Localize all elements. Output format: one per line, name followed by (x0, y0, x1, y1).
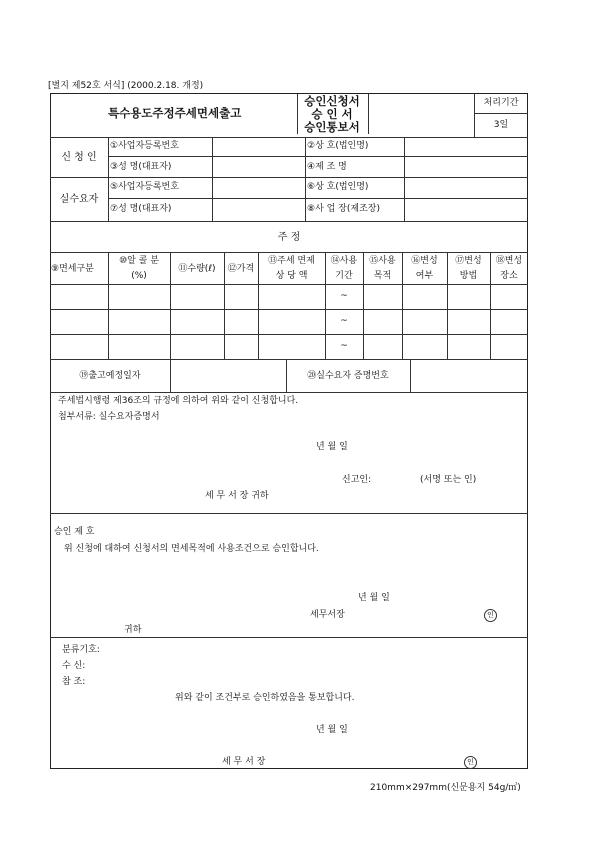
classification-code: 분류기호: (62, 645, 100, 655)
col-use-period: ⑭사용 (330, 256, 358, 266)
recipient-label: 수 신: (62, 661, 86, 671)
seal-icon: 인 (484, 609, 497, 622)
divider (50, 334, 528, 335)
col-alcohol-unit: (%) (131, 271, 147, 281)
field-company-name: ②상 호(법인명) (307, 141, 369, 151)
col-exemption-type: ⑨면세구분 (51, 264, 94, 274)
divider (50, 359, 528, 360)
divider (50, 252, 528, 253)
divider (490, 252, 491, 359)
col-quantity: ⑪수량(ℓ) (178, 264, 216, 274)
field-business-reg-no: ①사업자등록번호 (110, 141, 179, 151)
title-option-notice: 승인통보서 (304, 120, 360, 134)
period-tilde: ~ (340, 291, 348, 301)
title-option-application: 승인신청서 (304, 94, 360, 108)
divider (410, 359, 411, 392)
divider (50, 392, 528, 393)
divider (402, 252, 403, 359)
divider (170, 359, 171, 392)
seal-icon: 인 (464, 756, 477, 769)
jujeong-label: 주 정 (277, 232, 301, 243)
period-tilde: ~ (340, 316, 348, 326)
release-date-label: ⑲출고예정일자 (79, 371, 141, 381)
user-group-label: 실수요자 (59, 194, 99, 205)
col-denature-place: ⑱변성 (495, 256, 523, 266)
notification-date-line: 년 월 일 (316, 725, 348, 735)
divider (108, 156, 528, 157)
divider (50, 221, 528, 222)
col-denature-method: ⑰변성 (455, 256, 482, 266)
divider (305, 137, 306, 221)
field-user-representative: ⑦성 명(대표자) (110, 204, 172, 214)
tax-chief-footer: 세 무 서 장 (222, 757, 266, 767)
form-number-header: [별지 제52호 서식] (2000.2.18. 개정) (48, 81, 204, 91)
col-alcohol: ⑩알 콜 분 (119, 256, 159, 266)
divider (474, 113, 528, 114)
addressee-tax-chief: 세 무 서 장 귀하 (205, 491, 269, 501)
divider (50, 137, 528, 138)
approval-statement: 위 신청에 대하여 신청서의 면세목적에 사용조건으로 승인합니다. (64, 544, 319, 554)
divider (447, 252, 448, 359)
tax-chief-label: 세무서장 (310, 610, 345, 620)
col-price: ⑫가격 (227, 264, 255, 274)
approval-date-line: 년 월 일 (358, 593, 390, 603)
reference-label: 참 조: (62, 677, 86, 687)
field-product-name: ④제 조 명 (307, 162, 347, 172)
title-option-approval: 승 인 서 (311, 107, 353, 121)
divider (108, 198, 528, 199)
divider (258, 252, 259, 359)
col-use-purpose: ⑮사용 (369, 256, 396, 266)
signature-note: (서명 또는 인) (420, 475, 477, 485)
col-use-period-2: 기간 (335, 271, 353, 281)
divider (50, 309, 528, 310)
form-title: 특수용도주정주세면세출고 (108, 106, 242, 120)
date-line: 년 월 일 (316, 442, 348, 452)
col-denature-2: 여부 (415, 271, 434, 281)
attachments: 첨부서류: 실수요자증명서 (58, 412, 160, 422)
col-denature: ⑯변성 (411, 256, 438, 266)
divider (50, 177, 528, 178)
cert-number-label: ⑳실수요자 증명번호 (307, 371, 389, 381)
col-tax-exempt: ⑬주세 면제 (268, 256, 315, 266)
divider (108, 137, 109, 221)
form-frame (50, 93, 528, 769)
field-user-workplace: ⑧사 업 장(제조장) (307, 204, 380, 214)
applicant-group-label: 신 청 인 (61, 152, 97, 163)
divider (363, 252, 364, 359)
field-user-company-name: ⑥상 호(법인명) (307, 182, 369, 192)
col-tax-exempt-amount: 상 당 액 (275, 271, 308, 281)
period-tilde: ~ (340, 341, 348, 351)
notification-statement: 위와 같이 조건부로 승인하였음을 통보합니다. (175, 693, 355, 703)
divider (108, 252, 109, 359)
paper-spec: 210mm×297mm(신문용지 54g/㎡) (370, 783, 521, 793)
divider (212, 137, 213, 221)
col-use-purpose-2: 목적 (373, 271, 392, 281)
field-representative: ③성 명(대표자) (110, 162, 172, 172)
field-user-business-reg-no: ⑤사업자등록번호 (110, 182, 179, 192)
divider (50, 513, 528, 514)
divider (50, 284, 528, 285)
processing-period-label: 처리기간 (483, 98, 519, 108)
application-statement: 주세법시행령 제36조의 규정에 의하여 위와 같이 신청합니다. (58, 396, 299, 406)
applicant-signature-label: 신고인: (342, 475, 372, 485)
divider (50, 637, 528, 638)
processing-period-value: 3일 (493, 120, 509, 130)
approval-addressee: 귀하 (124, 625, 142, 635)
divider (404, 137, 405, 221)
col-denature-method-2: 방법 (459, 271, 478, 281)
approval-number: 승인 제 호 (54, 527, 95, 537)
col-denature-place-2: 장소 (500, 271, 518, 281)
